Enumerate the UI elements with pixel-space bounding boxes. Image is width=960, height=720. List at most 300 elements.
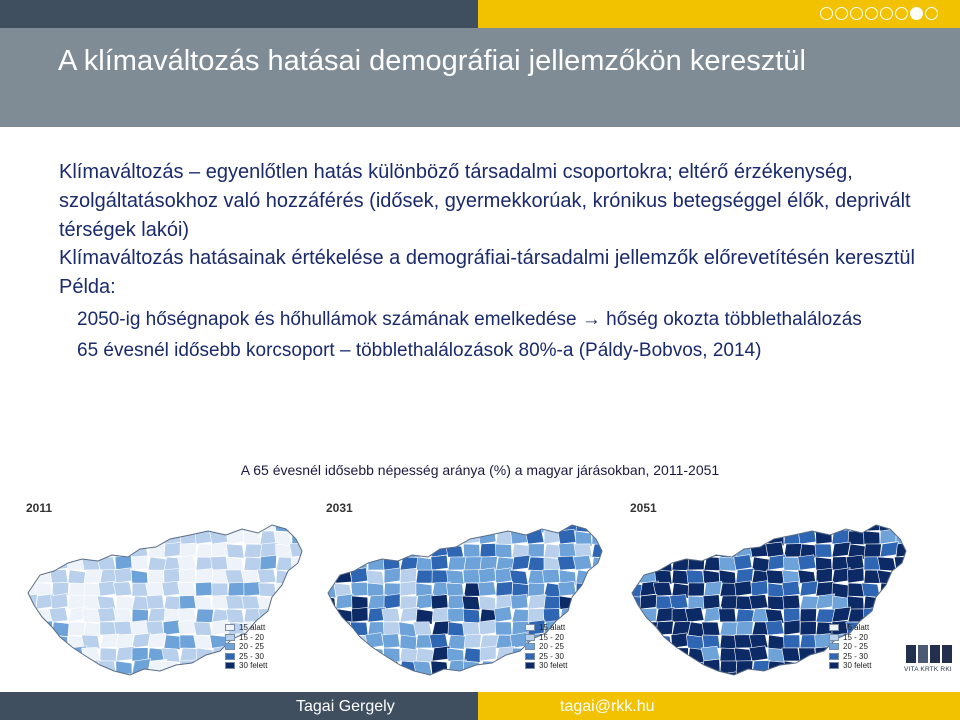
legend-swatch: [525, 643, 535, 650]
district-cell: [161, 661, 180, 675]
district-cell: [749, 595, 768, 609]
district-cell: [432, 505, 448, 519]
district-cell: [496, 674, 514, 685]
district-cell: [400, 596, 417, 609]
district-cell: [276, 648, 293, 662]
district-cell: [624, 660, 640, 674]
district-cell: [352, 607, 368, 622]
district-cell: [179, 569, 196, 583]
district-cell: [688, 531, 705, 545]
district-cell: [656, 621, 673, 635]
district-cell: [260, 505, 278, 518]
district-cell: [82, 518, 100, 532]
legend-row: [829, 633, 871, 643]
slide-nav-dot[interactable]: [820, 7, 833, 20]
district-cell: [212, 583, 228, 596]
legend-label: 20 - 25: [843, 642, 868, 652]
slide-nav-dot[interactable]: [925, 7, 938, 20]
district-cell: [308, 674, 320, 685]
district-cell: [880, 529, 896, 544]
district-cell: [116, 596, 133, 610]
district-cell: [99, 518, 116, 532]
district-cell: [228, 582, 245, 596]
district-cell: [606, 674, 620, 685]
district-cell: [448, 622, 464, 637]
district-cell: [448, 518, 466, 532]
district-cell: [637, 673, 656, 685]
district-cell: [783, 595, 800, 609]
district-cell: [244, 674, 261, 685]
district-cell: [226, 596, 244, 609]
district-cell: [320, 557, 337, 571]
district-cell: [400, 674, 416, 685]
district-cell: [589, 674, 608, 685]
district-cell: [880, 674, 897, 685]
district-cell: [784, 635, 800, 648]
district-cell: [880, 608, 897, 622]
district-cell: [226, 609, 244, 623]
legend-swatch: [225, 634, 235, 641]
district-cell: [864, 607, 880, 622]
legend-label: 30 felett: [843, 661, 872, 671]
district-cell: [544, 529, 560, 544]
district-cell: [592, 557, 610, 572]
district-cell: [912, 505, 924, 520]
district-cell: [432, 570, 448, 583]
district-cell: [496, 503, 514, 518]
legend-label: 15 alatt: [239, 623, 266, 633]
district-cell: [671, 633, 688, 648]
district-cell: [720, 596, 738, 609]
district-cell: [448, 608, 464, 622]
district-cell: [512, 505, 528, 518]
legend-label: 25 - 30: [843, 651, 868, 661]
legend-swatch: [829, 662, 839, 669]
district-cell: [606, 503, 620, 518]
district-cell: [592, 544, 610, 558]
district-cell: [36, 517, 55, 531]
district-cell: [671, 674, 688, 685]
district-cell: [68, 518, 84, 531]
slide-nav-dot[interactable]: [895, 7, 908, 20]
district-cell: [879, 648, 896, 663]
district-cell: [624, 674, 640, 685]
district-cell: [334, 674, 352, 685]
district-cell: [718, 505, 736, 519]
district-cell: [576, 647, 592, 661]
district-cell: [382, 505, 400, 518]
district-cell: [20, 674, 39, 685]
logo-mark-icon: [906, 645, 952, 663]
district-cell: [607, 568, 620, 583]
district-cell: [350, 542, 368, 557]
district-cell: [864, 674, 881, 685]
district-cell: [624, 531, 642, 545]
district-cell: [800, 621, 816, 635]
legend-row: [225, 652, 267, 662]
district-cell: [292, 518, 309, 533]
district-cell: [305, 660, 320, 674]
district-cell: [528, 544, 544, 557]
district-cell: [164, 674, 180, 685]
institute-logo: [904, 645, 952, 685]
district-cell: [400, 648, 418, 663]
district-cell: [20, 518, 36, 532]
legend-label: 30 felett: [539, 661, 568, 671]
district-cell: [768, 583, 784, 598]
district-cell: [180, 543, 196, 557]
district-cell: [671, 531, 688, 546]
district-cell: [510, 516, 528, 531]
district-cell: [448, 635, 466, 649]
district-cell: [445, 530, 464, 544]
footer-author: Tagai Gergely: [296, 698, 395, 715]
map-legend: [225, 623, 267, 671]
body-text: [59, 158, 919, 366]
district-cell: [36, 635, 54, 650]
district-cell: [146, 595, 164, 609]
legend-row: [225, 661, 267, 671]
district-cell: [816, 609, 835, 622]
district-cell: [244, 544, 262, 557]
district-cell: [590, 633, 608, 648]
district-cell: [863, 531, 880, 545]
district-cell: [308, 622, 320, 636]
district-cell: [670, 595, 688, 609]
district-cell: [212, 516, 228, 531]
district-cell: [164, 542, 181, 557]
district-cell: [655, 530, 672, 544]
district-cell: [606, 647, 620, 661]
district-cell: [703, 516, 720, 531]
district-cell: [20, 555, 36, 570]
district-cell: [704, 529, 722, 544]
slide-nav-dot[interactable]: [850, 7, 863, 20]
district-cell: [880, 661, 896, 676]
district-cell: [98, 505, 116, 519]
district-cell: [816, 518, 834, 533]
district-cell: [576, 583, 592, 597]
hungary-map-2031: [320, 495, 620, 685]
district-cell: [68, 529, 84, 544]
district-cell: [800, 581, 818, 596]
footer-email[interactable]: tagai@rkk.hu: [560, 698, 655, 715]
district-cell: [912, 583, 924, 597]
district-cell: [880, 633, 896, 648]
district-cell: [384, 531, 403, 546]
legend-row: [829, 652, 871, 662]
district-cell: [368, 531, 387, 546]
district-cell: [365, 633, 384, 648]
district-cell: [320, 530, 336, 544]
district-cell: [463, 673, 480, 685]
district-cell: [640, 622, 658, 635]
district-cell: [703, 659, 720, 674]
footer-left: [0, 692, 478, 720]
district-cell: [114, 609, 132, 622]
map-year-label: 2031: [326, 501, 353, 515]
hungary-map-2051: [624, 495, 924, 685]
district-cell: [511, 529, 528, 544]
district-cell: [82, 530, 100, 544]
district-cell: [702, 622, 720, 635]
district-cell: [292, 583, 308, 596]
district-cell: [877, 557, 896, 571]
legend-row: [525, 661, 567, 671]
district-cell: [479, 518, 496, 531]
legend-label: 15 alatt: [843, 623, 870, 633]
district-cell: [180, 635, 196, 648]
district-cell: [608, 595, 620, 609]
district-cell: [163, 620, 180, 635]
legend-swatch: [525, 653, 535, 660]
district-cell: [542, 569, 560, 583]
district-cell: [333, 661, 352, 676]
district-cell: [68, 622, 85, 635]
district-cell: [494, 607, 512, 622]
district-cell: [911, 516, 924, 531]
district-cell: [462, 622, 480, 636]
district-cell: [800, 661, 818, 674]
district-cell: [463, 661, 480, 675]
district-cell: [895, 609, 912, 623]
district-cell: [146, 621, 164, 635]
district-cell: [194, 635, 212, 649]
district-cell: [848, 516, 864, 531]
district-cell: [36, 621, 52, 635]
district-cell: [145, 517, 164, 531]
body-subpoint-1: 2050-ig hőségnapok és hőhullámok számának emelkedése → hőség okozta többlethalálozás: [77, 308, 862, 330]
district-cell: [432, 530, 449, 544]
district-cell: [511, 673, 528, 685]
district-cell: [718, 518, 736, 532]
district-cell: [672, 621, 691, 635]
district-cell: [559, 543, 576, 557]
district-cell: [704, 581, 722, 596]
legend-row: [225, 642, 267, 652]
district-cell: [495, 544, 512, 558]
district-cell: [367, 544, 384, 559]
district-cell: [672, 518, 690, 531]
district-cell: [719, 557, 736, 571]
district-cell: [308, 531, 320, 546]
district-cell: [384, 516, 403, 531]
district-cell: [495, 660, 512, 674]
slide-nav-dot[interactable]: [880, 7, 893, 20]
district-cell: [574, 622, 592, 635]
district-cell: [195, 582, 212, 596]
district-cell: [574, 596, 592, 609]
district-cell: [36, 569, 53, 583]
district-cell: [784, 674, 800, 685]
district-cell: [783, 557, 800, 571]
district-cell: [606, 660, 620, 674]
district-cell: [574, 505, 592, 520]
district-cell: [274, 660, 292, 674]
slide-title: A klímaváltozás hatásai demográfiai jellemzőkön keresztül: [58, 45, 806, 77]
district-cell: [766, 621, 784, 635]
slide-nav-dot[interactable]: [835, 7, 848, 20]
district-cell: [464, 518, 483, 533]
maps-area: [20, 495, 900, 685]
district-cell: [36, 531, 54, 546]
district-cell: [736, 505, 754, 518]
district-cell: [736, 518, 754, 533]
district-cell: [911, 557, 924, 572]
district-cell: [703, 595, 720, 609]
legend-row: [225, 633, 267, 643]
map-caption: A 65 évesnél idősebb népesség aránya (%) a magyar járásokban, 2011-2051: [240, 462, 720, 478]
map-legend: [829, 623, 871, 671]
district-cell: [656, 504, 674, 518]
district-cell: [688, 557, 705, 570]
district-cell: [413, 517, 432, 531]
district-cell: [292, 674, 309, 685]
district-cell: [67, 504, 84, 518]
district-cell: [308, 570, 320, 585]
district-cell: [462, 596, 480, 610]
district-cell: [193, 517, 212, 531]
district-cell: [49, 505, 68, 520]
legend-row: [525, 633, 567, 643]
district-cell: [274, 595, 292, 609]
legend-label: 15 - 20: [239, 632, 264, 642]
district-cell: [320, 646, 339, 661]
district-cell: [177, 674, 196, 685]
district-cell: [912, 531, 924, 545]
district-cell: [702, 503, 720, 518]
district-cell: [608, 555, 620, 570]
district-cell: [718, 531, 736, 544]
district-cell: [766, 542, 784, 557]
district-cell: [180, 531, 197, 545]
district-cell: [768, 596, 784, 610]
district-cell: [751, 581, 768, 596]
district-cell: [291, 661, 308, 675]
district-cell: [640, 594, 657, 609]
district-cell: [276, 505, 293, 518]
district-cell: [591, 609, 608, 623]
district-cell: [575, 607, 592, 622]
legend-label: 20 - 25: [239, 642, 264, 652]
district-cell: [276, 544, 292, 559]
district-cell: [132, 659, 151, 674]
district-cell: [129, 505, 148, 520]
legend-label: 25 - 30: [539, 651, 564, 661]
district-cell: [308, 503, 320, 518]
district-cell: [832, 503, 849, 518]
district-cell: [528, 608, 544, 622]
district-cell: [366, 570, 384, 585]
legend-row: [525, 652, 567, 662]
district-cell: [52, 518, 68, 531]
district-cell: [463, 544, 480, 558]
district-cell: [638, 518, 656, 533]
district-cell: [544, 596, 561, 610]
district-cell: [752, 660, 770, 674]
district-cell: [308, 583, 320, 597]
district-cell: [606, 620, 620, 635]
district-cell: [558, 505, 576, 518]
district-cell: [782, 581, 800, 596]
slide-nav-dots[interactable]: [820, 7, 938, 20]
district-cell: [382, 608, 400, 622]
district-cell: [211, 542, 228, 557]
district-cell: [276, 634, 294, 648]
district-cell: [228, 504, 246, 518]
legend-label: 15 alatt: [539, 623, 566, 633]
district-cell: [880, 542, 898, 557]
legend-swatch: [225, 662, 235, 669]
district-cell: [132, 633, 151, 648]
district-cell: [576, 661, 594, 675]
district-cell: [49, 607, 68, 622]
district-cell: [413, 622, 432, 635]
district-cell: [352, 674, 370, 685]
district-cell: [798, 555, 816, 570]
district-cell: [20, 659, 36, 674]
district-cell: [148, 633, 166, 648]
district-cell: [848, 568, 864, 583]
district-cell: [100, 648, 116, 662]
district-cell: [478, 529, 496, 544]
district-cell: [52, 647, 70, 661]
district-cell: [36, 544, 54, 559]
district-cell: [68, 672, 86, 685]
district-cell: [35, 648, 52, 661]
district-cell: [178, 556, 196, 570]
district-cell: [336, 648, 355, 661]
district-cell: [306, 556, 320, 570]
district-cell: [672, 661, 689, 674]
district-cell: [479, 620, 496, 635]
district-cell: [291, 609, 308, 624]
district-cell: [20, 607, 36, 622]
district-cell: [36, 674, 52, 685]
district-cell: [654, 635, 672, 649]
district-cell: [573, 555, 592, 570]
slide-nav-dot[interactable]: [865, 7, 878, 20]
district-cell: [116, 505, 132, 518]
district-cell: [624, 635, 640, 650]
district-cell: [431, 555, 448, 570]
district-cell: [558, 581, 576, 596]
map-panel-2031: [320, 495, 620, 685]
district-cell: [703, 674, 720, 685]
district-cell: [544, 505, 562, 520]
district-cell: [672, 505, 691, 518]
district-cell: [479, 596, 496, 611]
district-cell: [813, 672, 832, 685]
district-cell: [352, 503, 371, 518]
district-cell: [20, 635, 36, 649]
district-cell: [292, 503, 309, 518]
district-cell: [639, 530, 656, 544]
district-cell: [816, 568, 833, 583]
district-cell: [638, 635, 656, 648]
legend-swatch: [829, 653, 839, 660]
district-cell: [276, 570, 293, 585]
slide-nav-dot[interactable]: [910, 7, 923, 20]
district-cell: [114, 621, 132, 635]
district-cell: [320, 660, 336, 674]
district-cell: [275, 674, 292, 685]
district-cell: [416, 503, 434, 518]
district-cell: [896, 570, 915, 584]
district-cell: [816, 529, 832, 544]
district-cell: [20, 544, 36, 557]
district-cell: [624, 621, 643, 635]
